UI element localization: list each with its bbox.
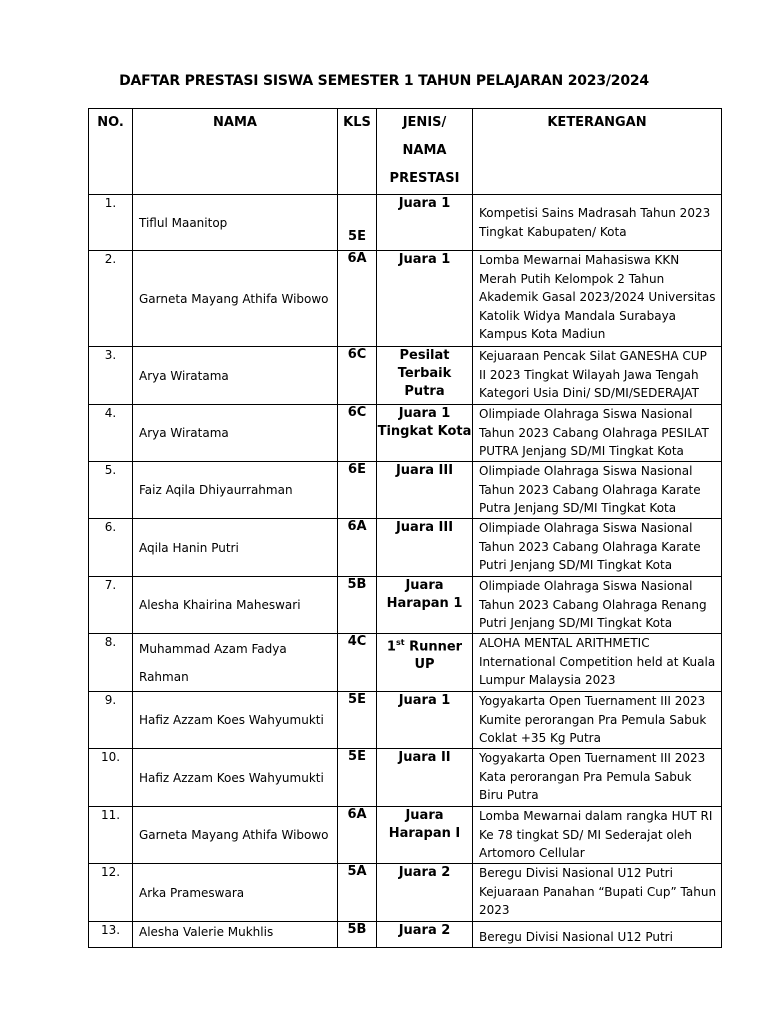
cell-jenis: Juara II xyxy=(377,749,473,807)
cell-nama: Garneta Mayang Athifa Wibowo xyxy=(133,807,338,864)
cell-no: 4. xyxy=(89,405,133,462)
table-row xyxy=(89,749,722,807)
header-nama: NAMA xyxy=(133,109,338,195)
cell-keterangan: Beregu Divisi Nasional U12 Putri Kejuaraan Panahan “Bupati Cup” Tahun 2023 xyxy=(473,864,722,922)
cell-kls: 6A xyxy=(338,519,377,577)
table-row xyxy=(89,462,722,519)
cell-keterangan: Olimpiade Olahraga Siswa Nasional Tahun 2023 Cabang Olahraga Karate Putra Jenjang SD/MI Tingkat Kota xyxy=(473,462,722,519)
cell-kls: 6A xyxy=(338,251,377,347)
header-no: NO. xyxy=(89,109,133,195)
cell-no: 10. xyxy=(89,749,133,807)
cell-no: 13. xyxy=(89,922,133,948)
table-row xyxy=(89,692,722,749)
cell-no: 2. xyxy=(89,251,133,347)
table-row xyxy=(89,807,722,864)
cell-no: 5. xyxy=(89,462,133,519)
cell-keterangan: Olimpiade Olahraga Siswa Nasional Tahun 2023 Cabang Olahraga PESILAT PUTRA Jenjang SD/MI Tingkat Kota xyxy=(473,405,722,462)
header-keterangan: KETERANGAN xyxy=(473,109,722,195)
cell-keterangan: Yogyakarta Open Tuernament III 2023 Kumite perorangan Pra Pemula Sabuk Coklat +35 Kg Putra xyxy=(473,692,722,749)
cell-kls: 6C xyxy=(338,347,377,405)
cell-jenis: Juara Harapan I xyxy=(377,807,473,864)
cell-kls: 5E xyxy=(338,749,377,807)
cell-nama: Arya Wiratama xyxy=(133,405,338,462)
cell-no: 7. xyxy=(89,577,133,634)
cell-keterangan: Lomba Mewarnai Mahasiswa KKN Merah Putih Kelompok 2 Tahun Akademik Gasal 2023/2024 Universitas Katolik Widya Mandala Surabaya Kampus Kota Madiun xyxy=(473,251,722,347)
cell-nama: Garneta Mayang Athifa Wibowo xyxy=(133,251,338,347)
cell-no: 11. xyxy=(89,807,133,864)
cell-nama: Arya Wiratama xyxy=(133,347,338,405)
cell-nama: Muhammad Azam Fadya Rahman xyxy=(133,634,338,692)
cell-kls: 5E xyxy=(338,692,377,749)
cell-nama: Hafiz Azzam Koes Wahyumukti xyxy=(133,749,338,807)
cell-jenis: Juara 2 xyxy=(377,864,473,922)
cell-nama: Aqila Hanin Putri xyxy=(133,519,338,577)
cell-keterangan: Lomba Mewarnai dalam rangka HUT RI Ke 78 tingkat SD/ MI Sederajat oleh Artomoro Cellular xyxy=(473,807,722,864)
table-row xyxy=(89,519,722,577)
cell-no: 12. xyxy=(89,864,133,922)
cell-kls: 6C xyxy=(338,405,377,462)
jenis-ordinal-suffix: st xyxy=(395,638,405,647)
cell-kls: 5E xyxy=(338,195,377,251)
cell-jenis: Juara 2 xyxy=(377,922,473,948)
table-row xyxy=(89,251,722,347)
cell-kls: 6E xyxy=(338,462,377,519)
table-row xyxy=(89,634,722,692)
table-row xyxy=(89,405,722,462)
cell-nama: Tiflul Maanitop xyxy=(133,195,338,251)
jenis-rest: Runner UP xyxy=(404,639,463,673)
cell-keterangan: ALOHA MENTAL ARITHMETIC International Competition held at Kuala Lumpur Malaysia 2023 xyxy=(473,634,722,692)
cell-keterangan: Beregu Divisi Nasional U12 Putri xyxy=(473,922,722,948)
cell-no: 1. xyxy=(89,195,133,251)
cell-nama: Alesha Valerie Mukhlis xyxy=(133,922,338,948)
table-row xyxy=(89,922,722,948)
jenis-ordinal: 1 xyxy=(386,639,396,655)
cell-nama: Alesha Khairina Maheswari xyxy=(133,577,338,634)
cell-keterangan: Kejuaraan Pencak Silat GANESHA CUP II 2023 Tingkat Wilayah Jawa Tengah Kategori Usia Dini/ SD/MI/SEDERAJAT xyxy=(473,347,722,405)
cell-no: 3. xyxy=(89,347,133,405)
cell-nama: Hafiz Azzam Koes Wahyumukti xyxy=(133,692,338,749)
table-row xyxy=(89,577,722,634)
cell-kls: 5A xyxy=(338,864,377,922)
header-jenis xyxy=(377,109,473,195)
cell-nama: Arka Prameswara xyxy=(133,864,338,922)
cell-kls: 4C xyxy=(338,634,377,692)
cell-no: 9. xyxy=(89,692,133,749)
table-row xyxy=(89,864,722,922)
table-row xyxy=(89,195,722,251)
cell-keterangan: Olimpiade Olahraga Siswa Nasional Tahun 2023 Cabang Olahraga Karate Putri Jenjang SD/MI Tingkat Kota xyxy=(473,519,722,577)
cell-jenis: Juara 1 xyxy=(377,195,473,251)
cell-jenis: Pesilat Terbaik Putra xyxy=(377,347,473,405)
cell-no: 6. xyxy=(89,519,133,577)
cell-kls: 5B xyxy=(338,922,377,948)
cell-jenis: Juara 1 xyxy=(377,692,473,749)
header-jenis-line1: JENIS/ xyxy=(402,115,447,130)
cell-kls: 5B xyxy=(338,577,377,634)
header-jenis-line3: PRESTASI xyxy=(389,171,460,186)
header-kls: KLS xyxy=(338,109,377,195)
cell-jenis: Juara 1 xyxy=(377,251,473,347)
table-row xyxy=(89,347,722,405)
header-jenis-line2: NAMA xyxy=(402,143,447,158)
cell-keterangan: Olimpiade Olahraga Siswa Nasional Tahun 2023 Cabang Olahraga Renang Putri Jenjang SD/MI Tingkat Kota xyxy=(473,577,722,634)
cell-jenis: Juara Harapan 1 xyxy=(377,577,473,634)
cell-jenis: Juara III xyxy=(377,462,473,519)
cell-jenis: Juara III xyxy=(377,519,473,577)
cell-keterangan: Yogyakarta Open Tuernament III 2023 Kata perorangan Pra Pemula Sabuk Biru Putra xyxy=(473,749,722,807)
table-header-row xyxy=(89,109,722,195)
cell-kls: 6A xyxy=(338,807,377,864)
cell-no: 8. xyxy=(89,634,133,692)
cell-jenis xyxy=(377,634,473,692)
achievement-table xyxy=(88,108,722,948)
cell-nama: Faiz Aqila Dhiyaurrahman xyxy=(133,462,338,519)
cell-jenis: Juara 1 Tingkat Kota xyxy=(377,405,473,462)
document-title: DAFTAR PRESTASI SISWA SEMESTER 1 TAHUN PELAJARAN 2023/2024 xyxy=(119,73,649,89)
cell-keterangan: Kompetisi Sains Madrasah Tahun 2023 Tingkat Kabupaten/ Kota xyxy=(473,195,722,251)
